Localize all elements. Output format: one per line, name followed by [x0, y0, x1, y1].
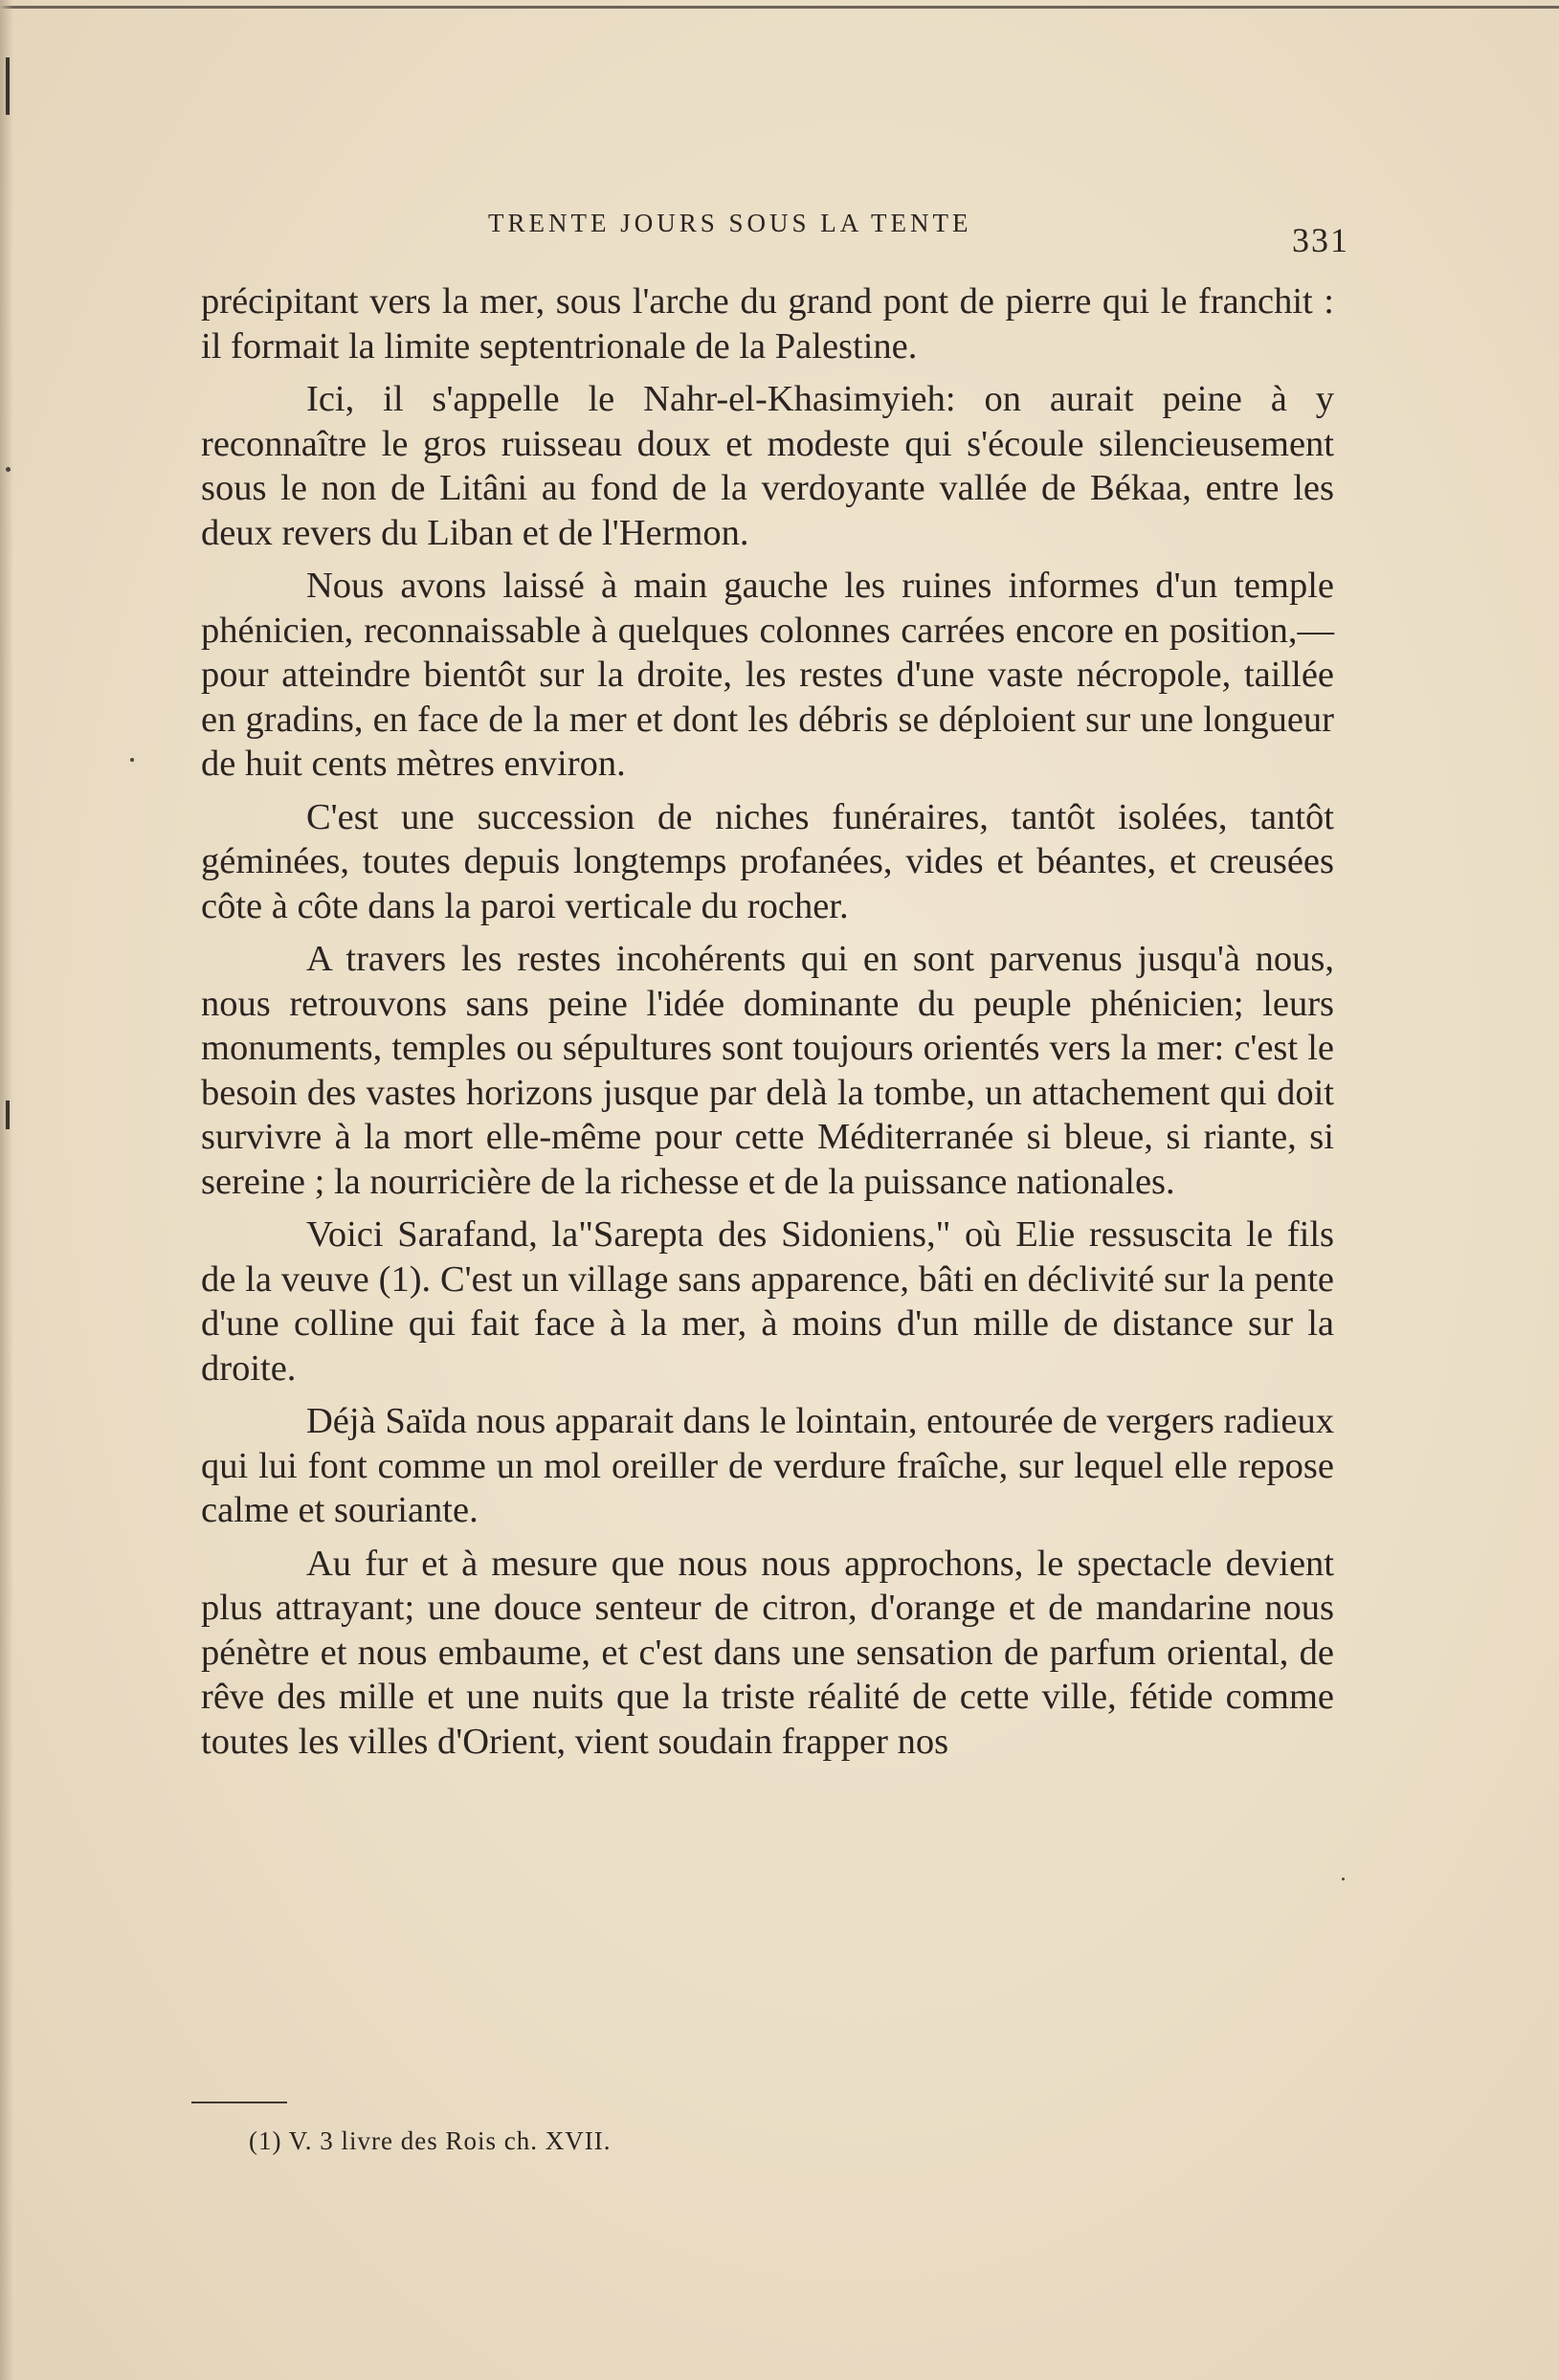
footnote-rule	[191, 2102, 287, 2103]
paragraph: Voici Sarafand, la"Sarepta des Sidoniens," où Elie ressuscita le fils de la veuve (1). C'est un village sans apparence, bâti en déclivité sur la pente d'une colline qui fait face à la mer, à moins d'un mille de distance sur la droite.	[201, 1214, 1334, 1389]
page-number: 331	[1292, 221, 1349, 259]
paragraph: A travers les restes incohérents qui en sont parvenus jusqu'à nous, nous retrouvons sans peine l'idée dominante du peuple phénicien; leurs monuments, temples ou sépultures sont toujours orientés vers la mer: c'est le besoin des vastes horizons jusque par delà la tombe, un attachement qui doit survivre à la mort elle-même pour cette Méditerranée si bleue, si riante, si sereine ; la nourricière de la richesse et de la puissance nationales.	[201, 939, 1334, 1202]
paper-speck	[1342, 1878, 1345, 1880]
paragraph: Nous avons laissé à main gauche les ruines informes d'un temple phénicien, reconnaissable à quelques colonnes carrées encore en position,—pour atteindre bientôt sur la droite, les restes d'une vaste nécropole, taillée en gradins, en face de la mer et dont les débris se déploient sur une longueur de huit cents mètres environ.	[201, 566, 1334, 784]
paper-speck	[6, 467, 11, 472]
page-top-edge	[0, 6, 1559, 9]
paragraph: C'est une succession de niches funéraires, tantôt isolées, tantôt géminées, toutes depuis longtemps profanées, vides et béantes, et creusées côte à côte dans la paroi verticale du rocher.	[201, 796, 1334, 926]
running-title: TRENTE JOURS SOUS LA TENTE	[488, 209, 972, 237]
paragraph: Déjà Saïda nous apparait dans le lointain, entourée de vergers radieux qui lui font comme un mol oreiller de verdure fraîche, sur lequel elle repose calme et souriante.	[201, 1401, 1334, 1530]
paragraph: Au fur et à mesure que nous nous approchons, le spectacle devient plus attrayant; une douce senteur de citron, d'orange et de mandarine nous pénètre et nous embaume, et c'est dans une sensation de parfum oriental, de rêve des mille et une nuits que la triste réalité de cette ville, fétide comme toutes les villes d'Orient, vient soudain frapper nos	[201, 1543, 1334, 1762]
binding-mark	[6, 1101, 10, 1129]
binding-mark	[6, 57, 10, 115]
paper-speck	[130, 758, 134, 762]
body-text	[201, 279, 1334, 1772]
page-left-edge	[0, 0, 13, 2380]
page-header	[201, 209, 1349, 259]
paragraph: Ici, il s'appelle le Nahr-el-Khasimyieh: on aurait peine à y reconnaître le gros ruisseau doux et modeste qui s'écoule silencieusement sous le non de Litâni au fond de la verdoyante vallée de Békaa, entre les deux revers du Liban et de l'Hermon.	[201, 379, 1334, 553]
paragraph: précipitant vers la mer, sous l'arche du grand pont de pierre qui le franchit : il formait la limite septentrionale de la Palestine.	[201, 281, 1334, 367]
footnote: (1) V. 3 livre des Rois ch. XVII.	[249, 2126, 612, 2155]
